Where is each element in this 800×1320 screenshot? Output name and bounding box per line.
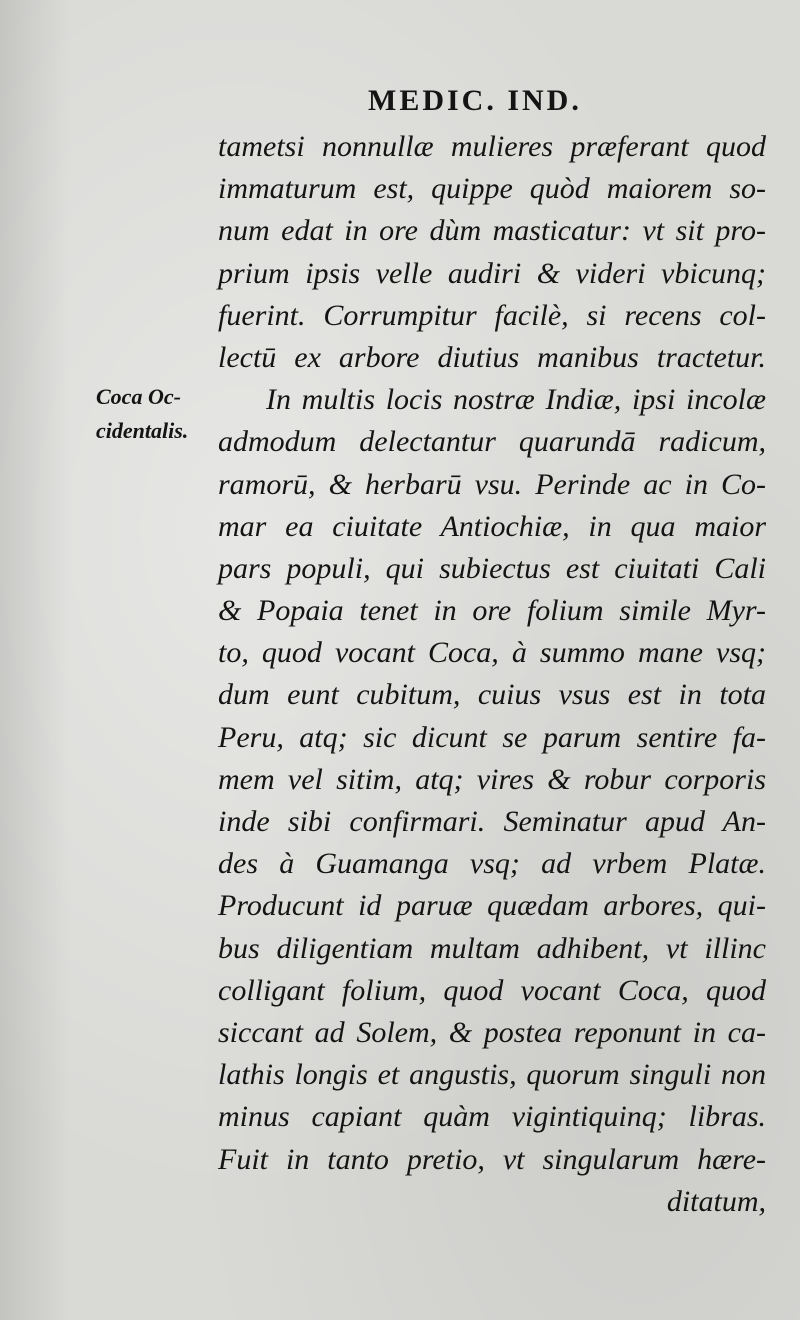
text-line: dum eunt cubitum, cuius vsus est in tota [218, 678, 766, 712]
text-line: immaturum est, quippe quòd maiorem so- [218, 172, 766, 206]
text-line: Peru, atq; sic dicunt se parum sentire fa- [218, 720, 766, 754]
text-line: mar ea ciuitate Antiochiæ, in qua maior [218, 509, 766, 543]
text-line-paragraph-start: In multis locis nostræ Indiæ, ipsi incolæ [266, 383, 766, 417]
text-line: fuerint. Corrumpitur facilè, si recens col- [218, 298, 766, 332]
body-text [218, 126, 766, 1223]
marginal-note-line: Coca Oc- [96, 384, 181, 409]
running-head: MEDIC. IND. [368, 84, 582, 117]
text-line: inde sibi confirmari. Seminatur apud An- [218, 805, 766, 838]
text-line: tametsi nonnullæ mulieres præferant quod [218, 130, 766, 163]
text-line: pars populi, qui subiectus est ciuitati Cali [218, 551, 766, 585]
text-line: lathis longis et angustis, quorum singuli non [218, 1058, 766, 1092]
catchword: ditatum, [666, 1184, 766, 1218]
text-line: mem vel sitim, atq; vires & robur corporis [218, 762, 766, 796]
marginal-note [96, 380, 216, 448]
text-line: num edat in ore dùm masticatur: vt sit pro- [218, 214, 766, 248]
text-line: lectū ex arbore diutius manibus tractetur. [218, 340, 766, 374]
text-line: ramorū, & herbarū vsu. Perinde ac in Co- [218, 467, 766, 501]
text-line: Fuit in tanto pretio, vt singularum hære- [218, 1142, 766, 1176]
text-line: colligant folium, quod vocant Coca, quod [218, 973, 766, 1007]
text-line: admodum delectantur quarundā radicum, [218, 425, 766, 459]
text-line: to, quod vocant Coca, à summo mane vsq; [218, 636, 766, 670]
text-line: des à Guamanga vsq; ad vrbem Platæ. [218, 847, 766, 881]
text-line: Producunt id paruæ quædam arbores, qui- [218, 889, 766, 923]
text-line: minus capiant quàm vigintiquinq; libras. [218, 1100, 766, 1134]
text-line: prium ipsis velle audiri & videri vbicunq; [218, 256, 766, 290]
marginal-note-line: cidentalis. [96, 418, 189, 443]
text-line: siccant ad Solem, & postea reponunt in ca- [218, 1015, 766, 1049]
text-line: & Popaia tenet in ore folium simile Myr- [218, 594, 766, 628]
page-gutter-shadow [0, 0, 70, 1320]
text-line: bus diligentiam multam adhibent, vt illinc [218, 931, 766, 965]
